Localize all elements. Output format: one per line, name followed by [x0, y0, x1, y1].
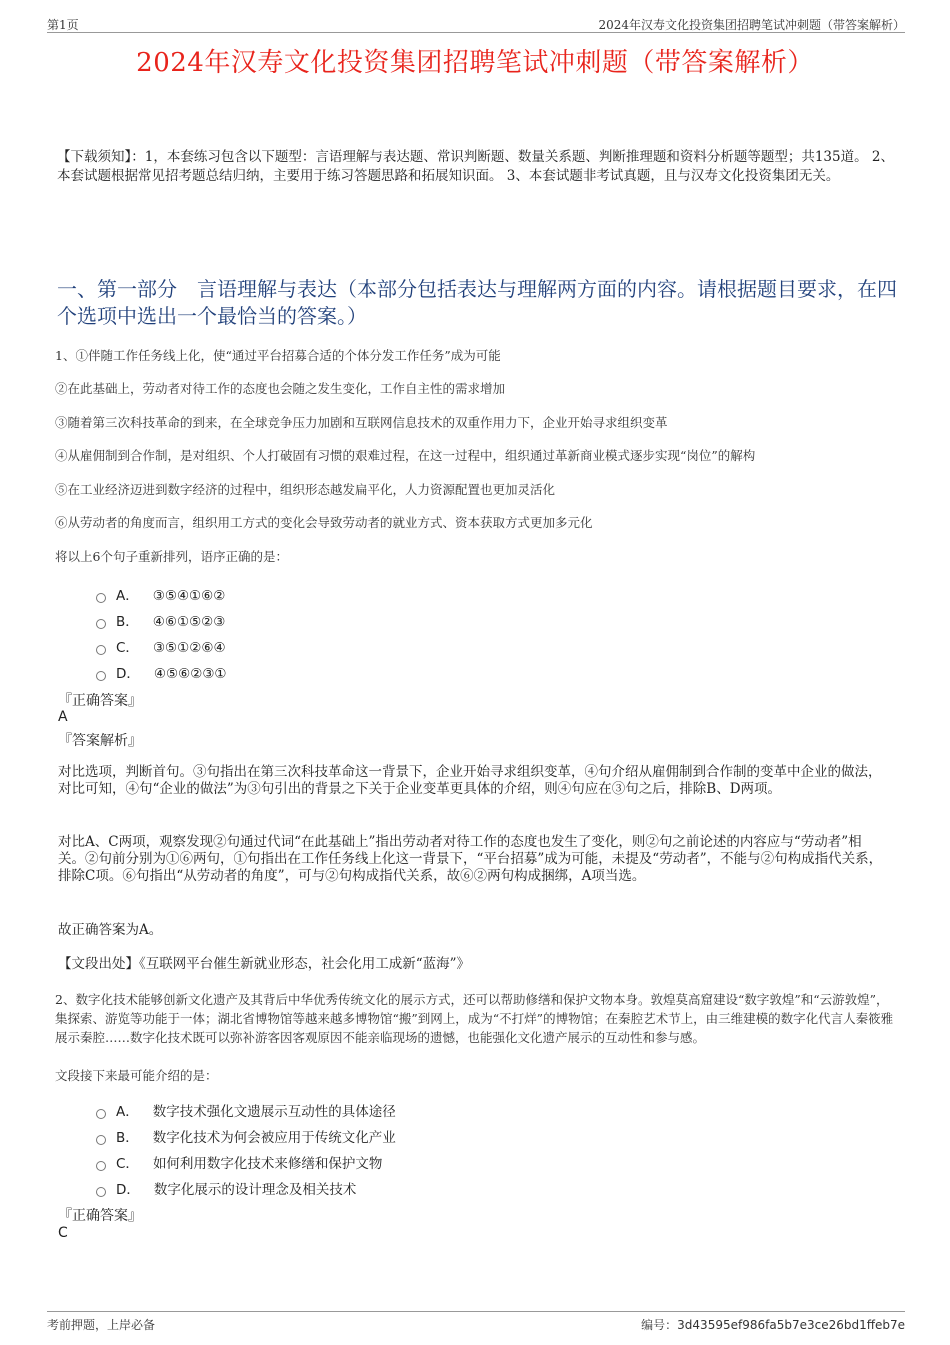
q1-line-4: ④从雇佣制到合作制，是对组织、个人打破固有习惯的艰难过程，在这一过程中，组织通过革新商业模式逐步实现“岗位”的解构: [55, 448, 756, 463]
q1-analysis-para-1: 对比选项，判断首句。③句指出在第三次科技革命这一背景下，企业开始寻求组织变革，④句介绍从雇佣制到合作制的变革中企业的做法，对比可知，④句“企业的做法”为③句引出的背景之下关于企业变革更具体的介绍，则④句应在③句之后，排除B、D两项。: [58, 764, 882, 797]
radio-icon[interactable]: [96, 1135, 106, 1145]
q1-line-5: ⑤在工业经济迈进到数字经济的过程中，组织形态越发扁平化，人力资源配置也更加灵活化: [55, 482, 556, 497]
q2-option-c[interactable]: C． 如何利用数字化技术来修缮和保护文物: [96, 1152, 382, 1172]
q1-option-a[interactable]: A． ③⑤④①⑥②: [96, 584, 225, 604]
q1-line-2: ②在此基础上，劳动者对待工作的态度也会随之发生变化，工作自主性的需求增加: [55, 381, 506, 396]
q2-stem: 2、数字化技术能够创新文化遗产及其背后中华优秀传统文化的展示方式，还可以帮助修缮和保护文物本身。敦煌莫高窟建设“数字敦煌”和“云游敦煌”，集探索、游览等功能于一体；湖北省博物馆等越来越多博物馆“搬”到网上，成为“不打烊”的博物馆；在秦腔艺术节上，由三维建模的数字化代言人秦筱雅展示秦腔……数字化技术既可以弥补游客因客观原因不能亲临现场的遗憾，也能强化文化遗产展示的互动性和参与感。: [55, 992, 894, 1045]
q2-question: 文段接下来最可能介绍的是：: [55, 1068, 218, 1083]
q1-instruction: 将以上6个句子重新排列，语序正确的是：: [55, 549, 288, 564]
radio-icon[interactable]: [96, 593, 106, 603]
section-heading: 一、第一部分 言语理解与表达（本部分包括表达与理解两方面的内容。请根据题目要求，在四个选项中选出一个最恰当的答案。）: [57, 277, 897, 328]
q1-analysis-label: 『答案解析』: [58, 733, 142, 749]
q2-option-a[interactable]: A． 数字技术强化文遗展示互动性的具体途径: [96, 1100, 396, 1120]
q1-option-c[interactable]: C． ③⑤①②⑥④: [96, 636, 226, 656]
q1-answer-label: 『正确答案』: [58, 693, 142, 709]
q1-line-6: ⑥从劳动者的角度而言，组织用工方式的变化会导致劳动者的就业方式、资本获取方式更加多元化: [55, 515, 593, 530]
document-title: 2024年汉寿文化投资集团招聘笔试冲刺题（带答案解析）: [136, 48, 814, 78]
header-doc-title: 2024年汉寿文化投资集团招聘笔试冲刺题（带答案解析）: [598, 18, 905, 32]
download-notice: 【下载须知】：1，本套练习包含以下题型：言语理解与表达题、常识判断题、数量关系题、判断推理题和资料分析题等题型；共135道。 2、本套试题根据常见招考题总结归纳，主要用于练习答题思路和拓展知识面。 3、本套试题非考试真题，且与汉寿文化投资集团无关。: [57, 149, 894, 184]
radio-icon[interactable]: [96, 619, 106, 629]
footer-slogan: 考前押题，上岸必备: [47, 1318, 156, 1332]
footer-doc-id: 编号：3d43595ef986fa5b7e3ce26bd1ffeb7e: [641, 1318, 905, 1332]
q1-line-1: 1、①伴随工作任务线上化，使“通过平台招募合适的个体分发工作任务”成为可能: [55, 348, 501, 363]
q2-answer: C: [58, 1225, 68, 1241]
q1-analysis-para-3: 故正确答案为A。: [58, 922, 163, 938]
q2-answer-label: 『正确答案』: [58, 1208, 142, 1224]
q1-option-d[interactable]: D． ④⑤⑥②③①: [96, 662, 227, 682]
q1-line-3: ③随着第三次科技革命的到来，在全球竞争压力加剧和互联网信息技术的双重作用力下，企业开始寻求组织变革: [55, 415, 668, 430]
page-number: 第1页: [47, 18, 79, 32]
radio-icon[interactable]: [96, 1187, 106, 1197]
radio-icon[interactable]: [96, 671, 106, 681]
page-footer: [47, 1311, 905, 1334]
q2-option-b[interactable]: B． 数字化技术为何会被应用于传统文化产业: [96, 1126, 396, 1146]
radio-icon[interactable]: [96, 645, 106, 655]
q1-answer: A: [58, 709, 68, 725]
q1-analysis-para-2: 对比A、C两项，观察发现②句通过代词“在此基础上”指出劳动者对待工作的态度也发生了变化，则②句之前论述的内容应与“劳动者”相关。②句前分别为①⑥两句，①句指出在工作任务线上化这一背景下，“平台招募”成为可能，未提及“劳动者”，不能与②句构成指代关系，排除C项。⑥句指出“从劳动者的角度”，可与②句构成指代关系，故⑥②两句构成捆绑，A项当选。: [58, 834, 883, 884]
radio-icon[interactable]: [96, 1109, 106, 1119]
q2-option-d[interactable]: D． 数字化展示的设计理念及相关技术: [96, 1178, 356, 1198]
q1-option-b[interactable]: B． ④⑥①⑤②③: [96, 610, 225, 630]
radio-icon[interactable]: [96, 1161, 106, 1171]
page-header: [47, 12, 905, 33]
q1-source: 【文段出处】《互联网平台催生新就业形态，社会化用工成新“蓝海”》: [58, 956, 471, 972]
